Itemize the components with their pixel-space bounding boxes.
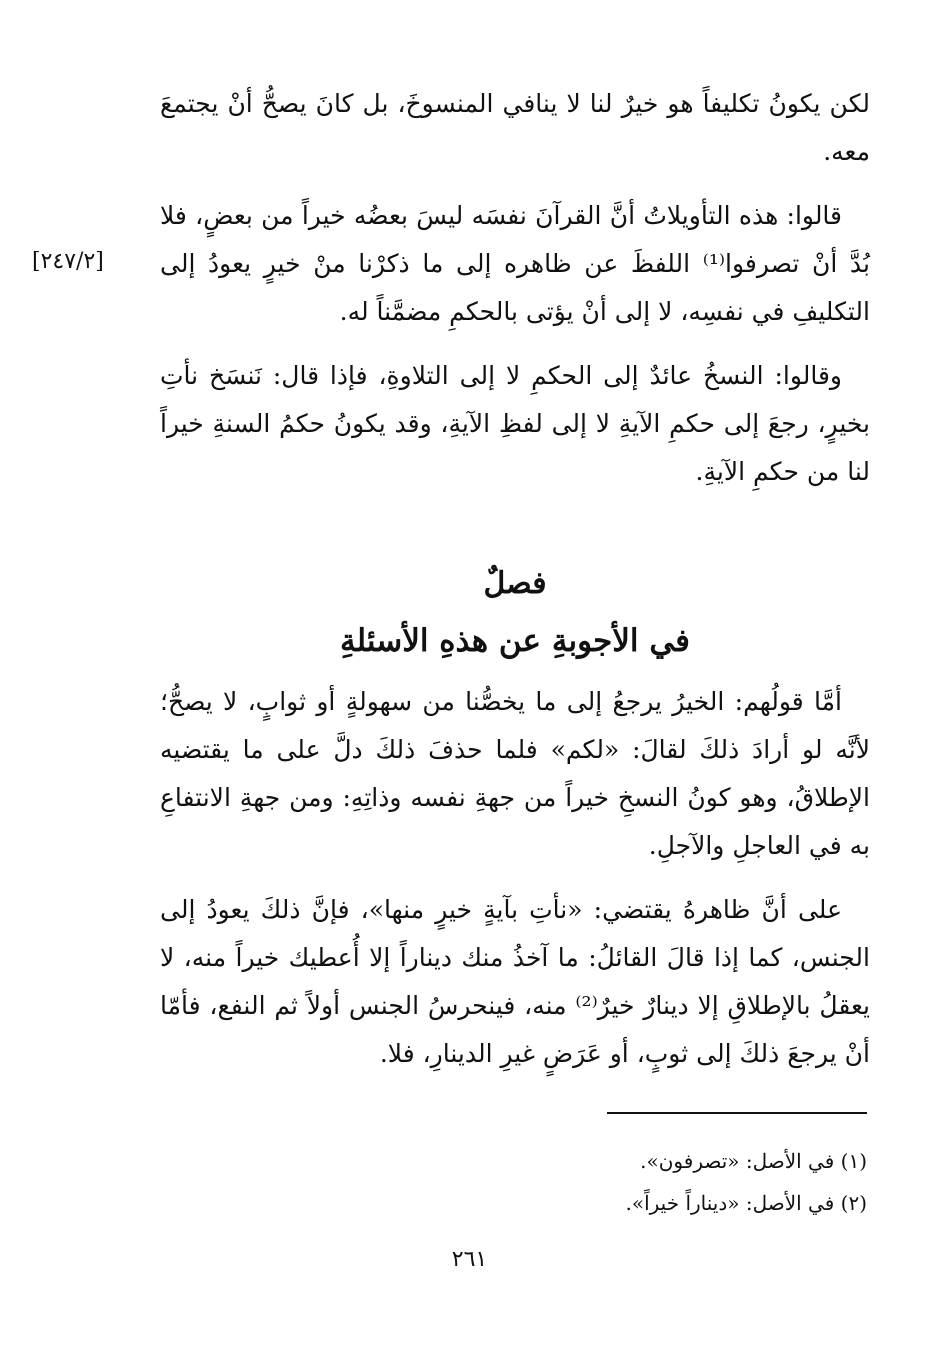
page-body <box>160 80 870 1320</box>
page-number: ٢٦١ <box>451 1247 488 1272</box>
paragraph-2: قالوا: هذه التأويلاتُ أنَّ القرآنَ نفسَه ليسَ بعضُه خيراً من بعضٍ، فلا بُدَّ أنْ تصرفوا⁽¹⁾ اللفظَ عن ظاهره إلى ما ذكرْنا منْ خيرٍ يعودُ إلى التكليفِ في نفسِه، لا إلى أنْ يؤتى بالحكمِ مضمَّناً له. <box>160 201 870 326</box>
footnote-separator <box>607 1112 867 1114</box>
paragraph-5: على أنَّ ظاهرهُ يقتضي: «نأتِ بآيةٍ خيرٍ منها»، فإنَّ ذلكَ يعودُ إلى الجنس، كما إذا قالَ القائلُ: ما آخذُ منك ديناراً إلا أُعطيك خيراً منه، لا يعقلُ بالإطلاقِ إلا دينارٌ خيرٌ⁽²⁾ منه، فينحرسُ الجنس أولاً ثم النفع، فأمّا أنْ يرجعَ ذلكَ إلى ثوبٍ، أو عَرَضٍ غيرِ الدينارِ، فلا. <box>160 895 871 1068</box>
paragraph-1: لكن يكونُ تكليفاً هو خيرٌ لنا لا ينافي المنسوخَ، بل كانَ يصحُّ أنْ يجتمعَ معه. <box>160 89 870 166</box>
footnotes <box>167 1140 867 1224</box>
footnote-1: (١) في الأصل: «تصرفون». <box>640 1149 867 1173</box>
margin-reference: [٢٤٧/٢] <box>32 249 104 274</box>
paragraph-4: أمَّا قولُهم: الخيرُ يرجعُ إلى ما يخصُّنا من سهولةٍ أو ثوابٍ، لا يصحُّ؛ لأنَّه لو أرادَ ذلكَ لقالَ: «لكم» فلما حذفَ ذلكَ دلَّ على ما يقتضيه الإطلاقُ، وهو كونُ النسخِ خيراً من جهةِ نفسه وذاتِهِ: ومن جهةِ الانتفاعِ به في العاجلِ والآجلِ. <box>160 687 870 860</box>
footnote-2: (٢) في الأصل: «ديناراً خيراً». <box>625 1191 867 1215</box>
section-subtitle: في الأجوبةِ عن هذهِ الأسئلةِ <box>339 623 690 659</box>
section-title: فصلٌ <box>483 566 547 601</box>
paragraph-3: وقالوا: النسخُ عائدٌ إلى الحكمِ لا إلى التلاوةِ، فإذا قال: نَنسَخ نأتِ بخيرٍ، رجعَ إلى حكمِ الآيةِ لا إلى لفظِ الآيةِ، وقد يكونُ حكمُ السنةِ خيراً لنا من حكمِ الآيةِ. <box>160 361 870 486</box>
